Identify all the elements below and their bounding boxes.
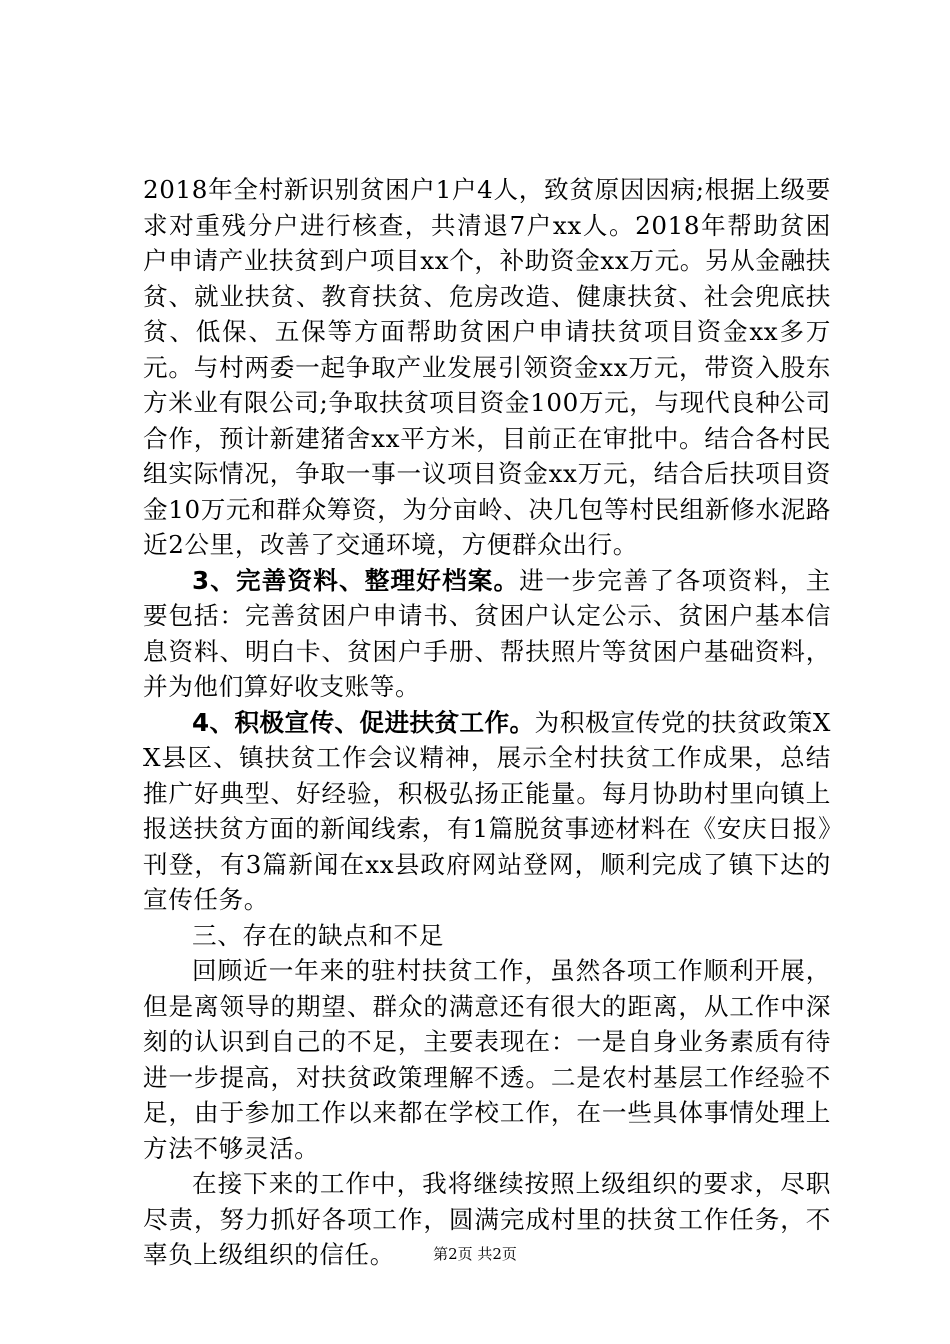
paragraph-1 — [143, 172, 831, 563]
paragraph-2-text: 进一步完善了各项资料，主要包括：完善贫困户申请书、贫困户认定公示、贫困户基本信息资料、明白卡、贫困户手册、帮扶照片等贫困户基础资料，并为他们算好收支账等。 — [143, 565, 832, 701]
paragraph-2-lead: 3、完善资料、整理好档案。 — [192, 565, 520, 595]
section-heading — [143, 918, 831, 954]
paragraph-3-lead: 4、积极宣传、促进扶贫工作。 — [192, 707, 535, 737]
paragraph-3 — [143, 705, 831, 918]
page-number: 第2页 共2页 — [433, 1245, 517, 1263]
paragraph-5-text: 在接下来的工作中，我将继续按照上级组织的要求，尽职尽责，努力抓好各项工作，圆满完成村里的扶贫工作任务，不辜负上级组织的信任。 — [143, 1169, 831, 1269]
paragraph-3-text: 为积极宣传党的扶贫政策XX县区、镇扶贫工作会议精神，展示全村扶贫工作成果，总结推广好典型、好经验，积极弘扬正能量。每月协助村里向镇上报送扶贫方面的新闻线索，有1篇脱贫事迹材料在《安庆日报》刊登，有3篇新闻在xx县政府网站登网，顺利完成了镇下达的宣传任务。 — [143, 707, 831, 914]
section-heading-text: 三、存在的缺点和不足 — [192, 920, 444, 950]
paragraph-4 — [143, 953, 831, 1166]
paragraph-1-text: 2018年全村新识别贫困户1户4人，致贫原因因病;根据上级要求对重残分户进行核查，共清退7户xx人。2018年帮助贫困户申请产业扶贫到户项目xx个，补助资金xx万元。另从金融扶贫、就业扶贫、教育扶贫、危房改造、健康扶贫、社会兜底扶贫、低保、五保等方面帮助贫困户申请扶贫项目资金xx多万元。与村两委一起争取产业发展引领资金xx万元，带资入股东方米业有限公司;争取扶贫项目资金100万元，与现代良种公司合作，预计新建猪舍xx平方米，目前正在审批中。结合各村民组实际情况，争取一事一议项目资金xx万元，结合后扶项目资金10万元和群众筹资，为分亩岭、决几包等村民组新修水泥路近2公里，改善了交通环境，方便群众出行。 — [143, 175, 831, 559]
paragraph-4-text: 回顾近一年来的驻村扶贫工作，虽然各项工作顺利开展，但是离领导的期望、群众的满意还有很大的距离，从工作中深刻的认识到自己的不足，主要表现在：一是自身业务素质有待进一步提高，对扶贫政策理解不透。二是农村基层工作经验不足，由于参加工作以来都在学校工作，在一些具体事情处理上方法不够灵活。 — [143, 956, 831, 1163]
page-footer — [0, 1244, 950, 1264]
paragraph-2 — [143, 563, 831, 705]
document-body — [143, 172, 831, 1273]
